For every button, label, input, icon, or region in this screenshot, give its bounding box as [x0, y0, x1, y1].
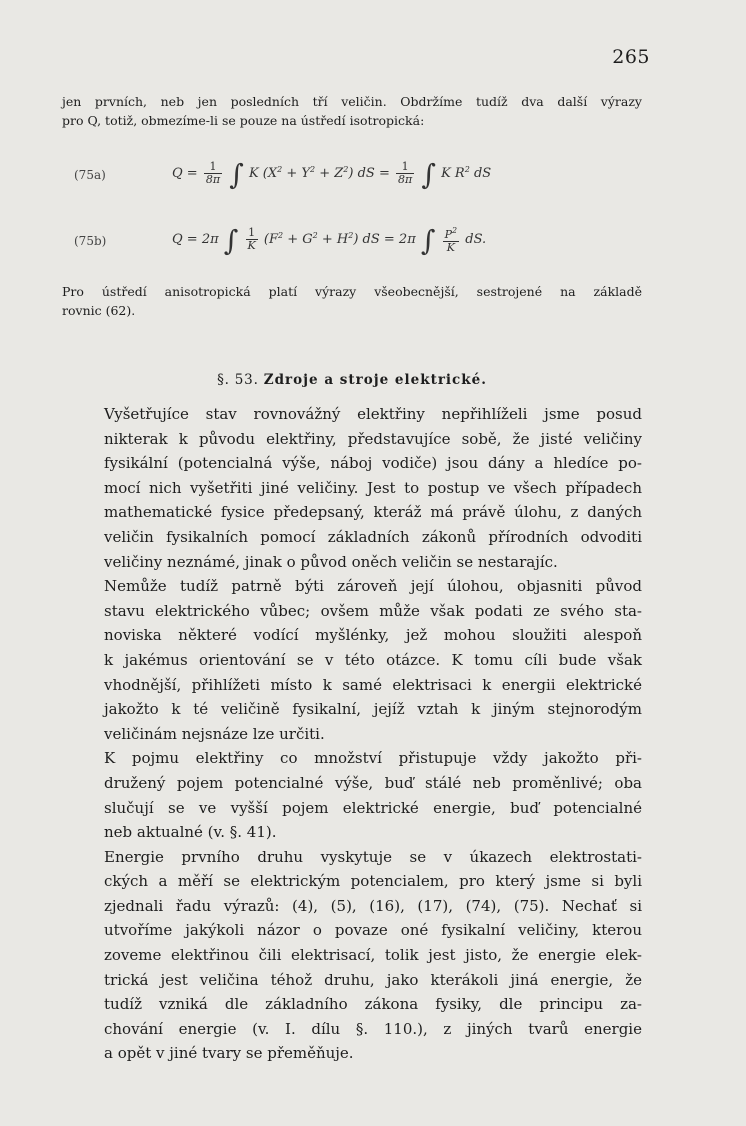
body-line: Nemůže tudíž patrně býti zároveň její úlohou, objasniti původ [104, 577, 642, 596]
body-line: neb aktualné (v. §. 41). [104, 823, 277, 842]
section-number: §. 53. [217, 372, 259, 388]
body-line: veličiny neznámé, jinak o původ oněch veličin se nestarajíc. [104, 552, 558, 571]
body-line: utvoříme jakýkoli názor o povaze oné fysikalní veličiny, kterou [104, 921, 642, 940]
section-heading [62, 372, 642, 388]
paragraph-line: rovnic (62). [62, 303, 136, 318]
body-line: mocí nich vyšetřiti jiné veličiny. Jest to postup ve všech případech [104, 478, 642, 497]
body-line: mathematické fysice předepsaný, kteráž má právě úlohu, z daných [104, 503, 642, 522]
body-line: a opět v jiné tvary se přeměňuje. [104, 1044, 354, 1063]
page-number: 265 [612, 46, 650, 68]
body-line: nikterak k původu elektřiny, představujíce sobě, že jisté veličiny [104, 429, 642, 448]
intro-line: jen prvních, neb jen posledních tří veličin. Obdržíme tudíž dva další výrazy [62, 94, 642, 109]
body-paragraph [62, 746, 642, 844]
anisotropic-paragraph [62, 282, 642, 320]
body-line: fysikální (potencialná výše, náboj vodiče) jsou dány a hledíce po- [104, 454, 642, 473]
body-line: družený pojem potencialné výše, buď stálé neb proměnlivé; oba [104, 773, 642, 792]
equation-75a: Q = $\frac{1}{8\pi}$ ∫ K $(X^2 + Y^2 + Z^2)$ dS = $\frac{1}{8\pi}$ ∫ K $R^2$ dS [172, 158, 492, 191]
body-line: tudíž vzniká dle základního zákona fysiky, dle principu za- [104, 995, 642, 1014]
body-line: vhodnější, přihlížeti místo k samé elektrisaci k energii elektrické [104, 675, 642, 694]
body-line: noviska některé vodící myšlénky, jež mohou sloužiti alespoň [104, 626, 642, 645]
equation-75b: Q = 2π ∫ $\frac{1}{K}$ $(F^2 + G^2 + H^2)$ dS = 2π ∫ $\frac{P^2}{K}$ dS. [172, 224, 487, 257]
body-line: Energie prvního druhu vyskytuje se v úkazech elektrostati- [104, 847, 642, 866]
body-line: k jakémus orientování se v této otázce. K tomu cíli bude však [104, 650, 642, 669]
body-line: ckých a měří se elektrickým potencialem, pro který jsme si byli [104, 872, 642, 891]
body-line: zjednali řadu výrazů: (4), (5), (16), (17), (74), (75). Nechať si [104, 896, 642, 915]
body-line: veličin fysikalních pomocí základních zákonů přírodních odvoditi [104, 527, 642, 546]
body-line: chování energie (v. I. dílu §. 110.), z jiných tvarů energie [104, 1019, 642, 1038]
body-line: Vyšetřujíce stav rovnovážný elektřiny nepřihlíželi jsme posud [104, 405, 642, 423]
intro-line: pro Q, totiž, obmezíme-li se pouze na ústředí isotropická: [62, 113, 425, 128]
section-title: Zdroje a stroje elektrické. [263, 372, 487, 388]
body-text [62, 402, 642, 1066]
body-line: K pojmu elektřiny co množství přistupuje vždy jakožto při- [104, 749, 642, 768]
body-line: trická jest veličina téhož druhu, jako kterákoli jiná energie, že [104, 970, 642, 989]
intro-paragraph [62, 92, 642, 130]
body-paragraph [62, 574, 642, 746]
body-line: stavu elektrického vůbec; ovšem může však podati ze svého sta- [104, 601, 642, 620]
body-line: veličinám nejsnáze lze určiti. [104, 724, 325, 743]
body-line: jakožto k té veličině fysikalní, jejíž vztah k jiným stejnorodým [104, 700, 642, 719]
equation-label-75a: (75a) [74, 168, 106, 182]
body-paragraph [62, 845, 642, 1066]
body-line: zoveme elektřinou čili elektrisací, tolik jest jisto, že energie elek- [104, 946, 642, 965]
body-paragraph [62, 402, 642, 574]
paragraph-line: Pro ústředí anisotropická platí výrazy všeobecnější, sestrojené na základě [62, 284, 642, 299]
body-line: slučují se ve vyšší pojem elektrické energie, buď potencialné [104, 798, 642, 817]
equation-label-75b: (75b) [74, 234, 107, 248]
